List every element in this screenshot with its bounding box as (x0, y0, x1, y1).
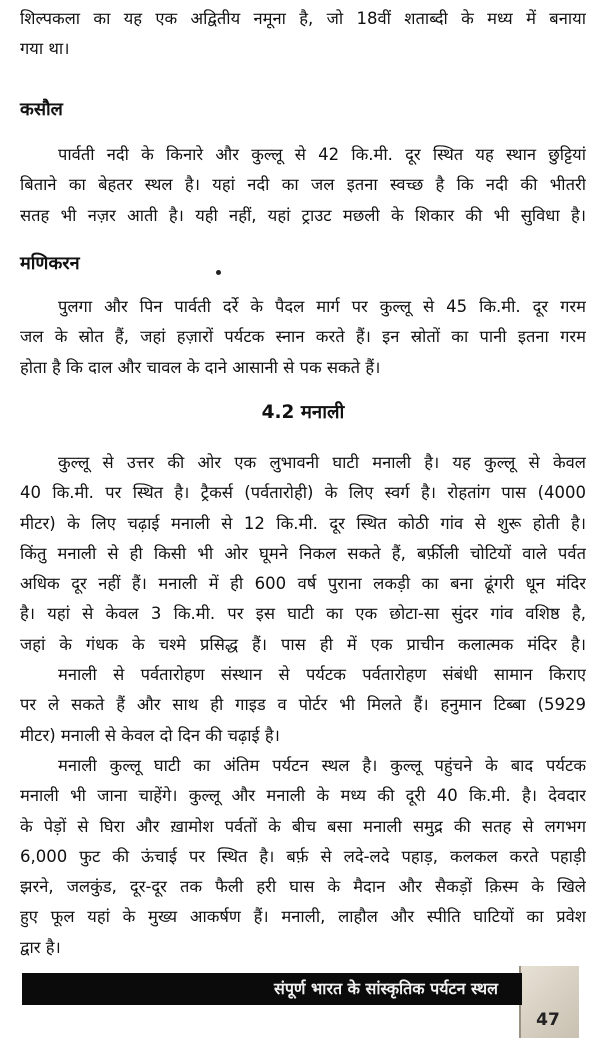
text-line: शिल्पकला का यह एक अद्वितीय नमूना है, जो 18वीं शताब्दी के मध्य में बनाया (20, 9, 586, 28)
text-line: मीटर) मनाली से केवल दो दिन की चढ़ाई है। (20, 725, 280, 745)
text-line: पर ले सकते हैं और साथ ही गाइड व पोर्टर भी मिलते हैं। हनुमान टिब्बा (5929 (20, 695, 586, 715)
manali-heading: 4.2 मनाली (261, 402, 345, 423)
kasol-section (20, 95, 586, 125)
running-footer: संपूर्ण भारत के सांस्कृतिक पर्यटन स्थल (22, 973, 522, 1005)
page-number: 47 (536, 1010, 560, 1030)
kasol-heading: कसौल (20, 99, 63, 120)
manikaran-heading: मणिकरन (20, 253, 80, 274)
text-line: होता है कि दाल और चावल के दाने आसानी से पक सकते हैं। (20, 357, 381, 377)
kasol-paragraph (20, 140, 586, 231)
text-line: सतह भी नज़र आती है। यही नहीं, यहां ट्राउट मछली के शिकार की भी सुविधा है। (20, 205, 586, 225)
ink-speck (216, 270, 221, 275)
manali-section (20, 398, 586, 428)
text-line: है। यहां से केवल 3 कि.मी. पर इस घाटी का एक छोटा-सा सुंदर गांव वशिष्ठ है, (20, 604, 586, 624)
manikaran-paragraph (20, 292, 586, 383)
manikaran-section (20, 249, 586, 279)
text-line: जहां के गंधक के चश्मे प्रसिद्ध हैं। पास ही में एक प्राचीन कलात्मक मंदिर है। (20, 634, 586, 654)
text-line: मनाली कुल्लू घाटी का अंतिम पर्यटन स्थल है। कुल्लू पहुंचने के बाद पर्यटक (58, 755, 586, 775)
text-line: जल के स्रोत हैं, जहां हज़ारों पर्यटक स्नान करते हैं। इन स्रोतों का पानी इतना गरम (20, 327, 586, 347)
text-line: पुलगा और पिन पार्वती दर्रे के पैदल मार्ग पर कुल्लू से 45 कि.मी. दूर गरम (58, 297, 586, 316)
text-line: 40 कि.मी. पर स्थित है। ट्रैकर्स (पर्वतारोही) के लिए स्वर्ग है। रोहतांग पास (4000 (20, 483, 586, 503)
text-line: बिताने का बेहतर स्थल है। यहां नदी का जल इतना स्वच्छ है कि नदी की भीतरी (20, 175, 586, 195)
text-line: पार्वती नदी के किनारे और कुल्लू से 42 कि.मी. दूर स्थित यह स्थान छुट्टियां (58, 145, 586, 164)
text-line: झरने, जलकुंड, दूर-दूर तक फैली हरी घास के मैदान और सैकड़ों क़िस्म के खिले (20, 877, 586, 897)
text-line: अधिक दूर नहीं हैं। मनाली में ही 600 वर्ष पुराना लकड़ी का बना ढूंगरी धून मंदिर (20, 574, 586, 594)
text-line: कुल्लू से उत्तर की ओर एक लुभावनी घाटी मनाली है। यह कुल्लू से केवल (58, 453, 586, 472)
text-line: गया था। (20, 39, 70, 59)
manali-paragraphs (20, 448, 586, 963)
text-line: 6,000 फुट की ऊंचाई पर स्थित है। बर्फ़ से लदे-लदे पहाड़, कलकल करते पहाड़ी (20, 846, 586, 866)
text-line: मीटर) के लिए चढ़ाई मनाली से 12 कि.मी. दूर स्थित कोठी गांव से शुरू होती है। (20, 513, 586, 533)
text-line: किंतु मनाली से ही किसी भी ओर घूमने निकल सकते हैं, बर्फ़ीली चोटियों वाले पर्वत (20, 543, 586, 563)
text-line: के पेड़ों से घिरा और ख़ामोश पर्वतों के बीच बसा मनाली समुद्र की सतह से लगभग (20, 816, 586, 836)
text-line: द्वार है। (20, 937, 61, 957)
text-line: मनाली भी जाना चाहेंगे। कुल्लू और मनाली के मध्य की दूरी 40 कि.मी. है। देवदार (20, 786, 586, 806)
text-line: हुए फूल यहां के मुख्य आकर्षण हैं। मनाली, लाहौल और स्पीति घाटियों का प्रवेश (20, 907, 586, 927)
intro-paragraph (20, 4, 586, 65)
text-line: मनाली से पर्वतारोहण संस्थान से पर्यटक पर्वतारोहण संबंधी सामान किराए (58, 665, 586, 685)
